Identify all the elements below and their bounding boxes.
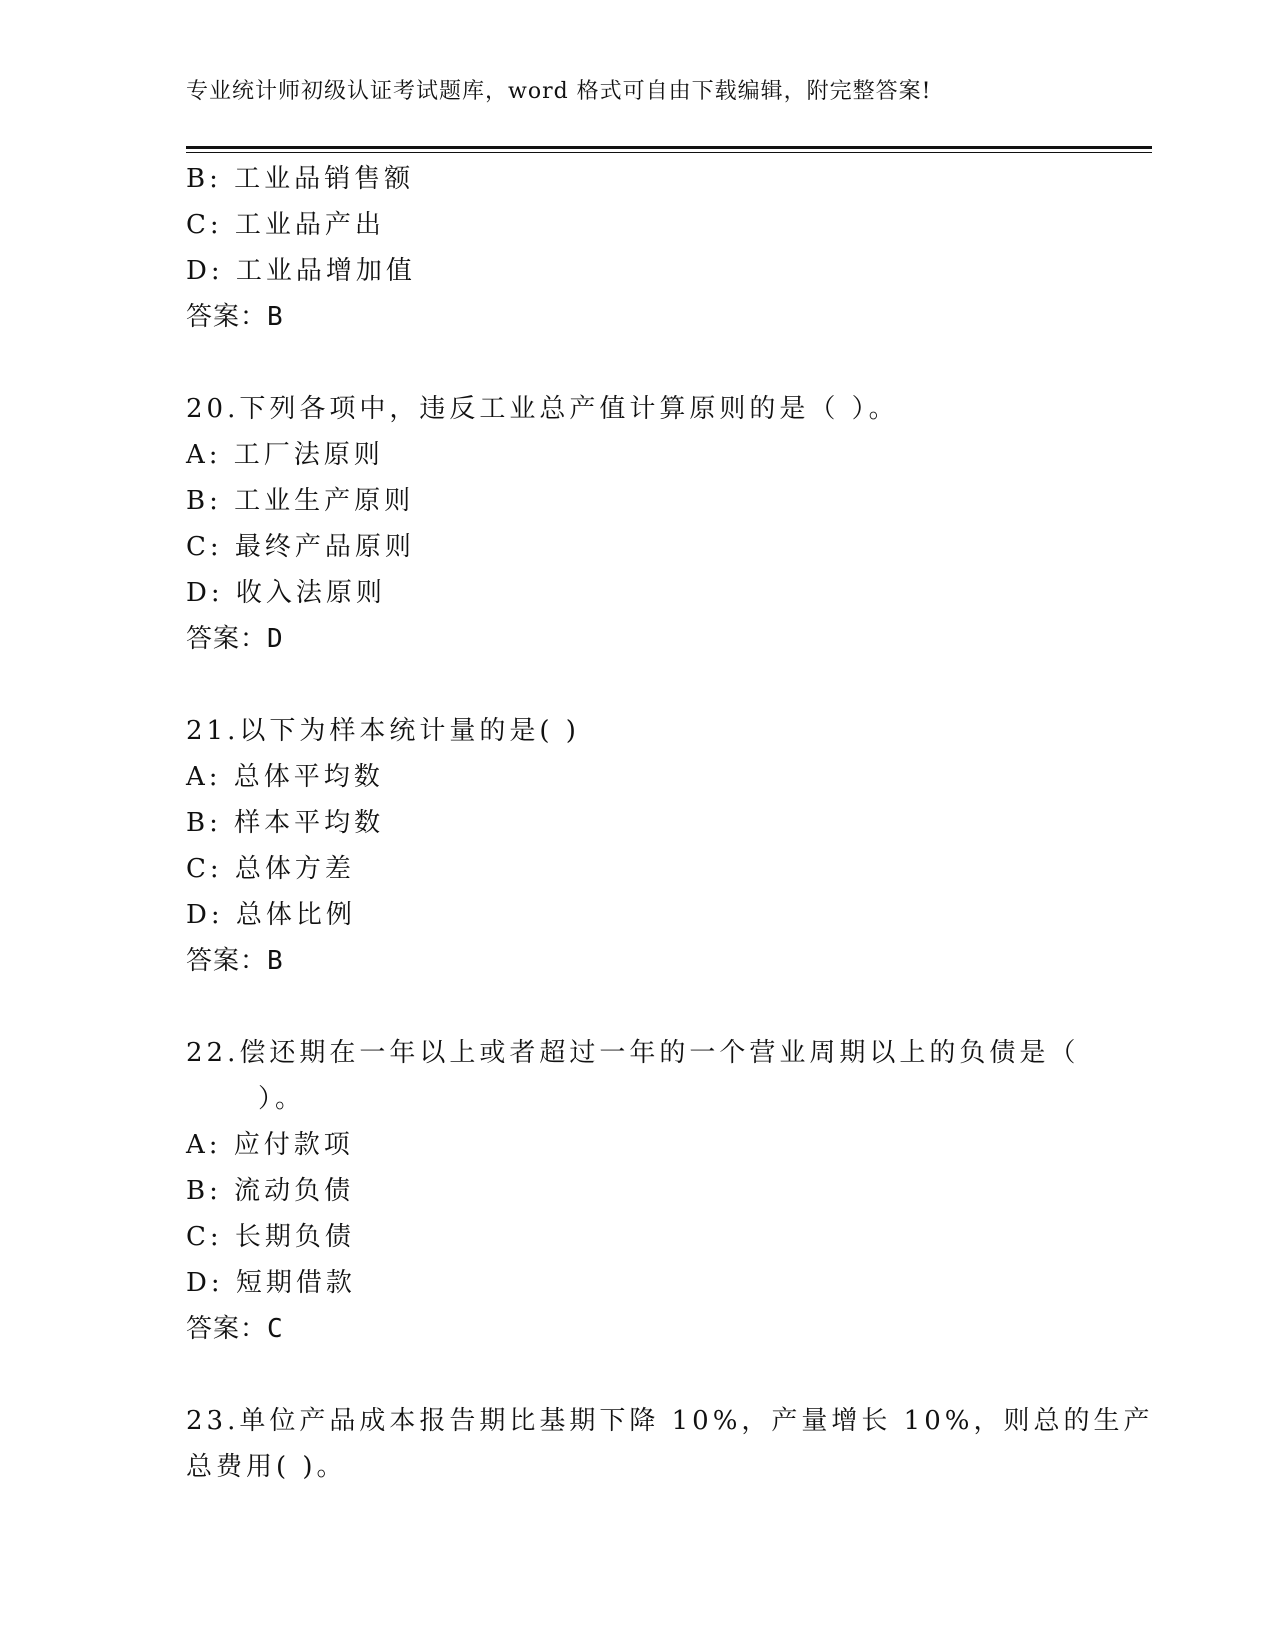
answer-line: [186, 938, 1086, 984]
option-a: A: 工厂法原则: [186, 440, 384, 470]
question-21: [186, 708, 1086, 984]
question-stem: 21.以下为样本统计量的是( ): [186, 716, 580, 746]
question-19-tail: [186, 156, 1086, 340]
answer-key: B: [267, 946, 284, 976]
question-list: [186, 156, 1154, 1490]
answer-line: [186, 616, 1086, 662]
option-b: B: 样本平均数: [186, 808, 385, 838]
question-23: [186, 1398, 1154, 1490]
option-a: A: 应付款项: [186, 1130, 354, 1160]
question-20: [186, 386, 1086, 662]
answer-key: C: [267, 1314, 284, 1344]
answer-key: B: [267, 302, 284, 332]
option-b: B: 流动负债: [186, 1176, 355, 1206]
question-stem-line-2: 总费用( )。: [186, 1452, 347, 1482]
option-c: C: 工业品产出: [186, 210, 385, 240]
option-b: B: 工业生产原则: [186, 486, 415, 516]
option-d: D: 总体比例: [186, 900, 356, 930]
question-stem: 20.下列各项中，违反工业总产值计算原则的是（ ）。: [186, 394, 899, 424]
spacer: [186, 1352, 1086, 1398]
spacer: [186, 340, 1086, 386]
header-rule-thin: [186, 152, 1152, 153]
question-stem-line-1: 23.单位产品成本报告期比基期下降 10%，产量增长 10%，则总的生产: [186, 1406, 1154, 1436]
option-a: A: 总体平均数: [186, 762, 384, 792]
option-b: B: 工业品销售额: [186, 164, 415, 194]
answer-key: D: [267, 624, 284, 654]
answer-label: 答案：: [186, 624, 268, 654]
answer-line: [186, 294, 1086, 340]
header-rule-thick: [186, 146, 1152, 149]
option-c: C: 长期负债: [186, 1222, 355, 1252]
option-d: D: 工业品增加值: [186, 256, 416, 286]
question-stem-line-2: ）。: [258, 1084, 306, 1114]
spacer: [186, 662, 1086, 708]
answer-label: 答案：: [186, 302, 268, 332]
option-c: C: 最终产品原则: [186, 532, 415, 562]
option-d: D: 短期借款: [186, 1268, 356, 1298]
spacer: [186, 984, 1086, 1030]
answer-line: [186, 1306, 1086, 1352]
option-d: D: 收入法原则: [186, 578, 386, 608]
question-stem-line-1: 22.偿还期在一年以上或者超过一年的一个营业周期以上的负债是（: [186, 1038, 1080, 1068]
answer-label: 答案：: [186, 946, 268, 976]
answer-label: 答案：: [186, 1314, 268, 1344]
option-c: C: 总体方差: [186, 854, 355, 884]
question-22: [186, 1030, 1086, 1352]
page-header-title: 专业统计师初级认证考试题库，word 格式可自由下载编辑，附完整答案!: [186, 79, 932, 104]
